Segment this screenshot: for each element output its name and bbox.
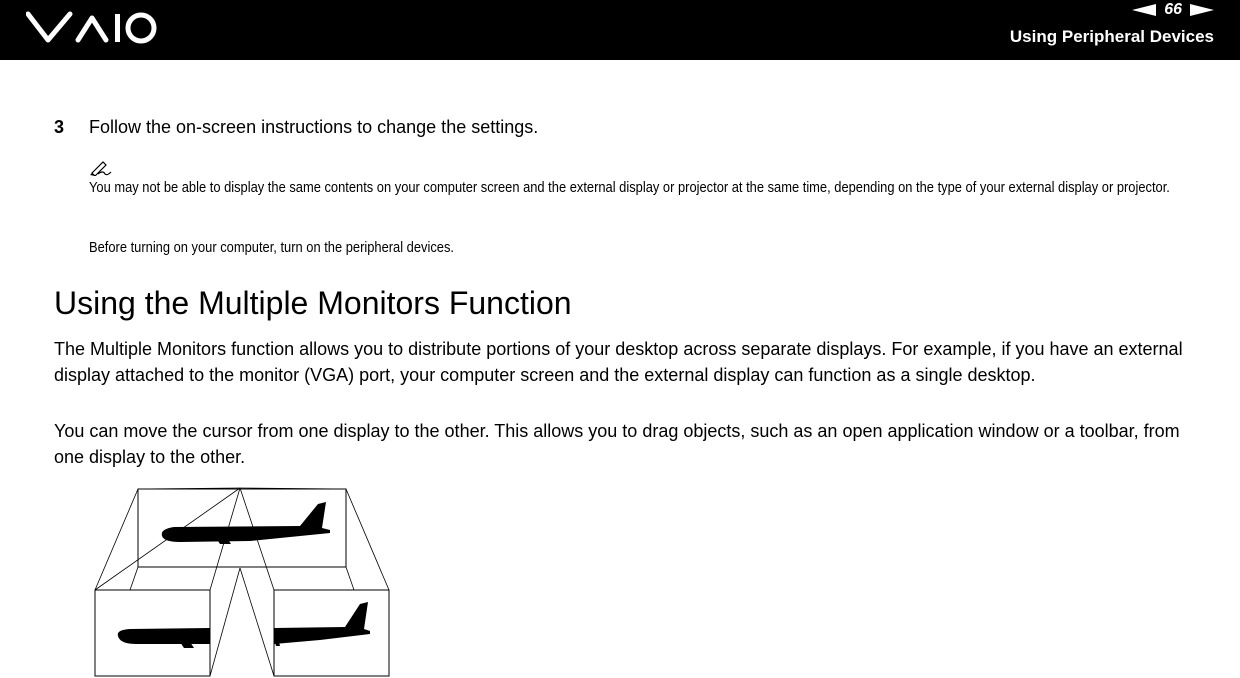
previous-page-arrow-icon[interactable] xyxy=(1132,4,1156,16)
body-paragraph: You can move the cursor from one display to the other. This allows you to drag objects, such as an open application window or a toolbar, from one display to the other. xyxy=(54,421,1180,467)
note-text: You may not be able to display the same contents on your computer screen and the external display or projector at the same time, depending on the type of your external display or projector. xyxy=(89,179,1170,196)
airplane-icon xyxy=(118,628,210,648)
page-number: 66 xyxy=(1164,1,1182,18)
step-text: Follow the on-screen instructions to change the settings. xyxy=(89,117,539,137)
page-header xyxy=(0,0,1240,60)
multiple-monitors-illustration xyxy=(90,486,392,678)
next-page-arrow-icon[interactable] xyxy=(1190,4,1214,16)
page-navigation xyxy=(1132,0,1214,20)
body-paragraph: The Multiple Monitors function allows you to distribute portions of your desktop across separate displays. For example, if you have an external display attached to the monitor (VGA) port, your computer screen and the external display can function as a single desktop. xyxy=(54,339,1183,385)
note-text: Before turning on your computer, turn on the peripheral devices. xyxy=(89,239,455,256)
airplane-icon xyxy=(274,602,370,646)
step-number: 3 xyxy=(54,117,65,137)
airplane-icon xyxy=(162,502,330,544)
vaio-logo xyxy=(26,8,158,48)
section-title: Using Peripheral Devices xyxy=(1009,27,1214,46)
note-pencil-icon xyxy=(89,160,113,176)
section-heading: Using the Multiple Monitors Function xyxy=(54,285,572,321)
